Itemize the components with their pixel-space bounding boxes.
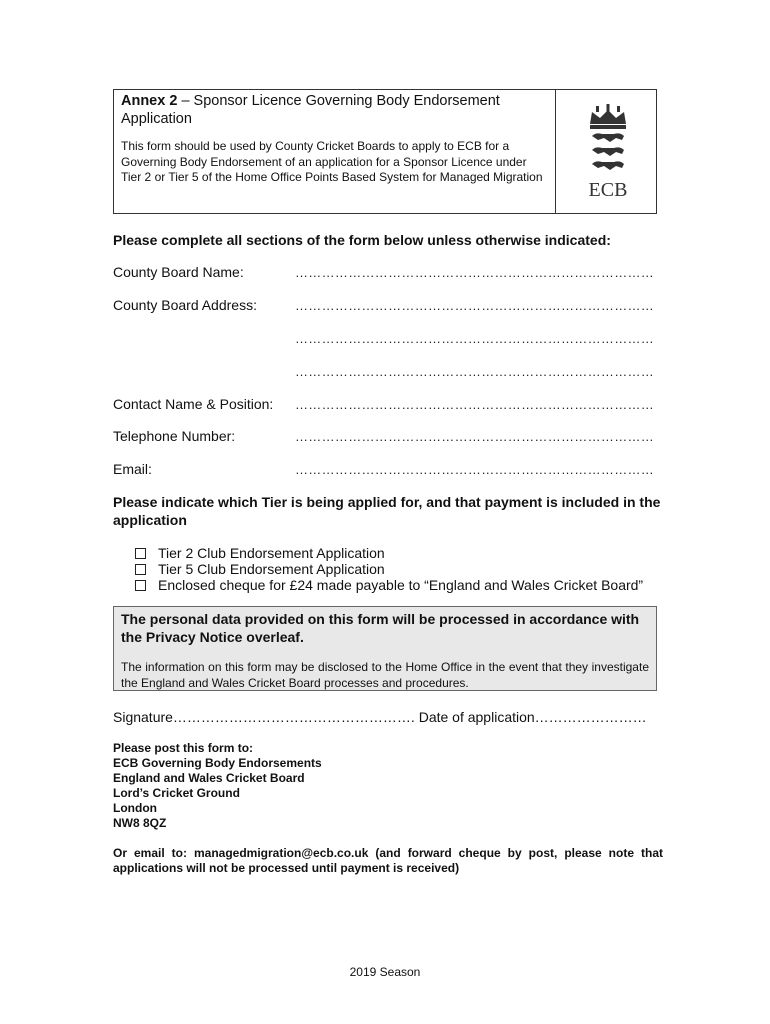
county-board-name-field[interactable]: ……………………………………………………………………… [295,265,655,280]
post-line: London [113,801,157,815]
post-line: NW8 8QZ [113,816,167,830]
privacy-heading: The personal data provided on this form will be processed in accordance with the Privacy Notice overleaf. [121,611,640,645]
crown-icon [590,104,626,129]
lions-icon [592,133,624,170]
tier-5-label: Tier 5 Club Endorsement Application [158,561,385,577]
tier-heading: Please indicate which Tier is being applied for, and that payment is included in the application [113,494,661,528]
ecb-logo [580,104,636,200]
post-line: Lord’s Cricket Ground [113,786,240,800]
county-board-address-field-1[interactable]: ……………………………………………………………………… [295,298,655,313]
form-heading: Please complete all sections of the form below unless otherwise indicated: [113,232,611,248]
post-line: Please post this form to: [113,741,254,755]
annex-title [121,92,551,128]
tier-2-checkbox[interactable] [135,548,146,559]
signature-line[interactable]: Signature……………………………………………. Date of application…………………… [113,709,647,725]
tier-5-checkbox[interactable] [135,564,146,575]
contact-name-field[interactable]: ……………………………………………………………………… [295,397,655,412]
county-board-address-field-3[interactable]: ……………………………………………………………………… [295,364,655,379]
email-note: Or email to: managedmigration@ecb.co.uk (and forward cheque by post, please note that applications will not be processed until payment is received) [113,846,663,875]
telephone-label: Telephone Number: [113,428,236,444]
season-footer: 2019 Season [349,965,421,979]
cheque-option[interactable] [135,577,643,593]
ecb-logo-text: ECB [588,179,628,200]
email-label: Email: [113,461,152,477]
header-divider [555,89,556,214]
post-line: ECB Governing Body Endorsements [113,756,322,770]
post-address-block [113,741,322,831]
county-board-address-label: County Board Address: [113,297,257,313]
post-line: England and Wales Cricket Board [113,771,305,785]
contact-name-label: Contact Name & Position: [113,396,274,412]
telephone-field[interactable]: ……………………………………………………………………… [295,429,655,444]
annex-label: Annex 2 [121,93,178,109]
cheque-label: Enclosed cheque for £24 made payable to “England and Wales Cricket Board” [158,577,644,593]
county-board-name-label: County Board Name: [113,264,244,280]
tier-2-label: Tier 2 Club Endorsement Application [158,545,385,561]
annex-description: This form should be used by County Cricket Boards to apply to ECB for a Governing Body Endorsement of an application for a Sponsor Licence under Tier 2 or Tier 5 of the Home Office Points Based System for Managed Migration [121,139,543,184]
tier-5-option[interactable] [135,561,385,577]
email-field[interactable]: ……………………………………………………………………… [295,462,655,477]
cheque-checkbox[interactable] [135,580,146,591]
tier-2-option[interactable] [135,545,385,561]
privacy-text: The information on this form may be disclosed to the Home Office in the event that they investigate the England and Wales Cricket Board processes and procedures. [121,660,649,690]
county-board-address-field-2[interactable]: ……………………………………………………………………… [295,331,655,346]
annex-title-text: – Sponsor Licence Governing Body Endorsement Application [121,93,500,127]
